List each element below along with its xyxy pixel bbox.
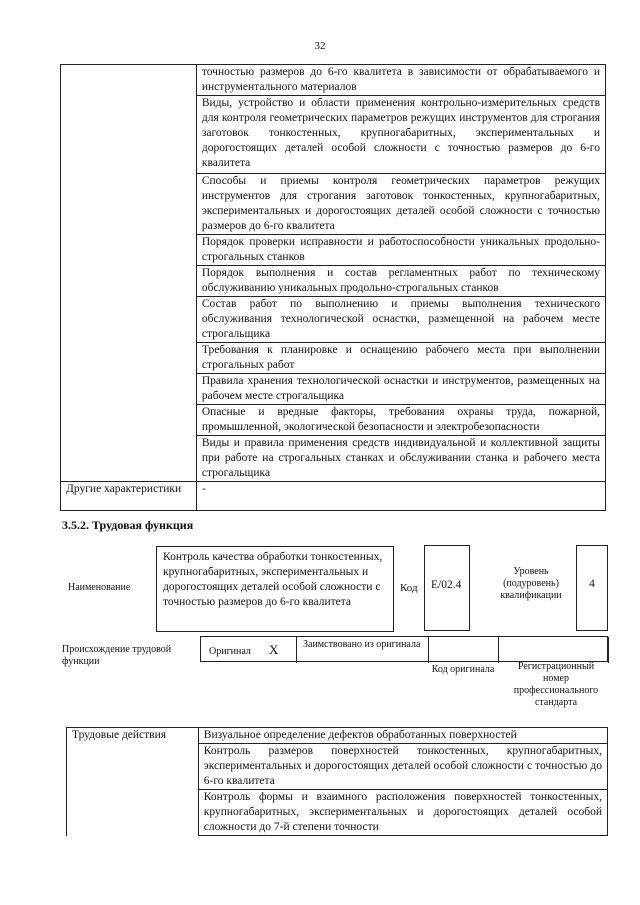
- knowledge-item: точностью размеров до 6-го квалитета в зависимости от обрабатываемого и инструментального материалов: [196, 65, 605, 96]
- origin-reg-cell: [499, 637, 609, 663]
- knowledge-item: Виды и правила применения средств индивидуальной и коллективной защиты при работе на строгальных станках и обслуживании станка и рабочего места строгальщика: [196, 436, 605, 482]
- action-item: Контроль формы и взаимного расположения поверхностей тонкостенных, крупногабаритных, экспериментальных и дорогостоящих деталей особой сложности до 7-й степени точности: [198, 790, 607, 836]
- table-cell-empty: [61, 65, 197, 482]
- function-name: Контроль качества обработки тонкостенных, крупногабаритных, экспериментальных и дорогостоящих деталей особой сложности с точностью размеров до 6-го квалитета: [156, 546, 394, 632]
- knowledge-table: [60, 64, 606, 511]
- actions-label: Трудовые действия: [67, 728, 199, 836]
- original-mark: X: [269, 642, 279, 657]
- origin-original-cell: [201, 637, 297, 663]
- original-label: Оригинал: [209, 646, 251, 657]
- knowledge-item: Порядок проверки исправности и работоспособности уникальных продольно-строгальных станков: [196, 235, 605, 266]
- action-item: Визуальное определение дефектов обработанных поверхностей: [198, 728, 607, 744]
- table-row: [67, 728, 608, 744]
- code-label: Код: [400, 582, 418, 594]
- action-item: Контроль размеров поверхностей тонкостенных, крупногабаритных, экспериментальных и дорогостоящих деталей особой сложности с точностью до 6-го квалитета: [198, 744, 607, 790]
- name-label: Наименование: [68, 582, 131, 593]
- code-original-label: Код оригинала: [431, 664, 495, 675]
- table-row: [61, 65, 606, 96]
- knowledge-item: Виды, устройство и области применения контрольно-измерительных средств для контроля геометрических параметров режущих инструментов для строгания заготовок тонкостенных, крупногабаритных, экспериментальных и дорогостоящих деталей особой сложности с точностью размеров до 6-го квалитета: [196, 96, 605, 174]
- knowledge-item: Способы и приемы контроля геометрических параметров режущих инструментов для строгания заготовок тонкостенных, крупногабаритных, экспериментальных и дорогостоящих деталей особой сложности с точностью размеров до 6-го квалитета: [196, 174, 605, 235]
- function-code: E/02.4: [424, 545, 470, 631]
- level-label: Уровень (подуровень) квалификации: [500, 566, 562, 601]
- knowledge-item: Порядок выполнения и состав регламентных работ по техническому обслуживанию уникальных продольно-строгальных станков: [196, 266, 605, 297]
- other-characteristics-label: Другие характеристики: [61, 482, 197, 511]
- table-row: [61, 482, 606, 511]
- origin-borrowed-cell: [297, 637, 429, 663]
- section-title: 3.5.2. Трудовая функция: [62, 518, 194, 532]
- other-characteristics-value: -: [196, 482, 605, 511]
- borrowed-label: Заимствовано из оригинала: [303, 639, 421, 650]
- qualification-level: 4: [576, 545, 608, 631]
- actions-table: [66, 727, 608, 836]
- knowledge-item: Правила хранения технологической оснастки и инструментов, размещенных на рабочем месте строгальщика: [196, 374, 605, 405]
- knowledge-item: Состав работ по выполнению и приемы выполнения технического обслуживания технологической оснастки, размещенной на рабочем месте строгальщика: [196, 297, 605, 343]
- knowledge-item: Требования к планировке и оснащению рабочего места при выполнении строгальных работ: [196, 343, 605, 374]
- origin-code-cell: [429, 637, 499, 663]
- origin-row: [200, 636, 608, 662]
- reg-number-label: Регистрационный номер профессионального стандарта: [513, 661, 599, 708]
- knowledge-item: Опасные и вредные факторы, требования охраны труда, пожарной, промышленной, экологической безопасности и электробезопасности: [196, 405, 605, 436]
- origin-label: Происхождение трудовой функции: [62, 644, 172, 667]
- page-number: 32: [314, 40, 326, 52]
